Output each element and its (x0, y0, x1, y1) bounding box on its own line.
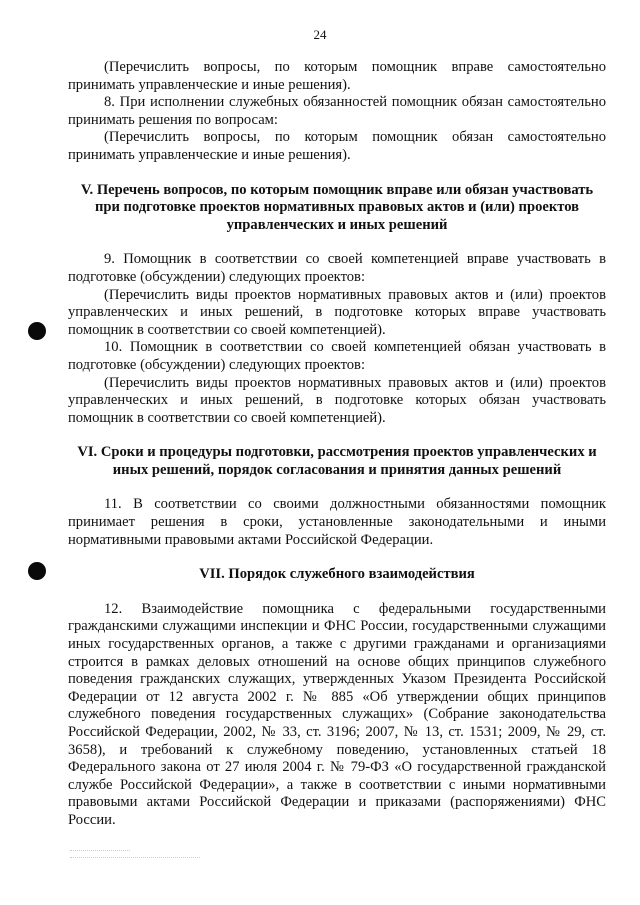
paragraph-list-projects-duty: (Перечислить виды проектов нормативных правовых актов и (или) проектов управленческих и иных решений, в подготовке которых обязан участвовать помощник в соответствии со своей компетенцией). (68, 374, 606, 426)
document-body (68, 59, 606, 830)
paragraph-12: 12. Взаимодействие помощника с федеральными государственными гражданскими служащими инспекции и ФНС России, государственными служащими иных государственных органов, а также с другими гражданами и организациями строится в рамках деловых отношений на основе общих принципов служебного поведения гражданских служащих, утвержденных Указом Президента Российской Федерации от 12 августа 2002 г. № 885 «Об утверждении общих принципов служебного поведения государственных служащих» (Собрание законодательства Российской Федерации, 2002, № 33, ст. 3196; 2007, № 13, ст. 1531; 2009, № 29, ст. 3658), и требований к служебному поведению, установленных статьей 18 Федерального закона от 27 июля 2004 г. № 79-ФЗ «О государственной гражданской службе Российской Федерации», а также в соответствии с иными нормативными правовыми актами Российской Федерации и приказами (распоряжениями) ФНС России. (68, 600, 606, 828)
page-number: 24 (313, 27, 327, 42)
section-7-heading: VII. Порядок служебного взаимодействия (199, 566, 475, 583)
binder-hole-mark (28, 322, 46, 340)
section-6-heading: VI. Сроки и процедуры подготовки, рассмотрения проектов управленческих и иных решений, порядок согласования и принятия данных решений (77, 444, 597, 478)
section-5-heading: V. Перечень вопросов, по которым помощник вправе или обязан участвовать при подготовке проектов нормативных правовых актов и (или) проектов управленческих и иных решений (80, 181, 594, 233)
paragraph-list-duties: (Перечислить вопросы, по которым помощник обязан самостоятельно принимать управленческие и иные решения). (68, 129, 606, 163)
paragraph-10: 10. Помощник в соответствии со своей компетенцией обязан участвовать в подготовке (обсуждении) следующих проектов: (68, 339, 606, 373)
paragraph-11: 11. В соответствии со своими должностными обязанностями помощник принимает решения в сроки, установленные законодательными и иными нормативными правовыми актами Российской Федерации. (68, 496, 606, 548)
paragraph-list-projects-right: (Перечислить виды проектов нормативных правовых актов и (или) проектов управленческих и иных решений, в подготовке которых вправе участвовать помощник в соответствии со своей компетенцией). (68, 286, 606, 338)
binder-hole-mark (28, 562, 46, 580)
paragraph-8: 8. При исполнении служебных обязанностей помощник обязан самостоятельно принимать решения по вопросам: (68, 94, 606, 128)
faint-stamp-mark (70, 845, 200, 858)
paragraph-9: 9. Помощник в соответствии со своей компетенцией вправе участвовать в подготовке (обсуждении) следующих проектов: (68, 251, 606, 285)
paragraph-list-rights: (Перечислить вопросы, по которым помощник вправе самостоятельно принимать управленческие и иные решения). (68, 59, 606, 93)
